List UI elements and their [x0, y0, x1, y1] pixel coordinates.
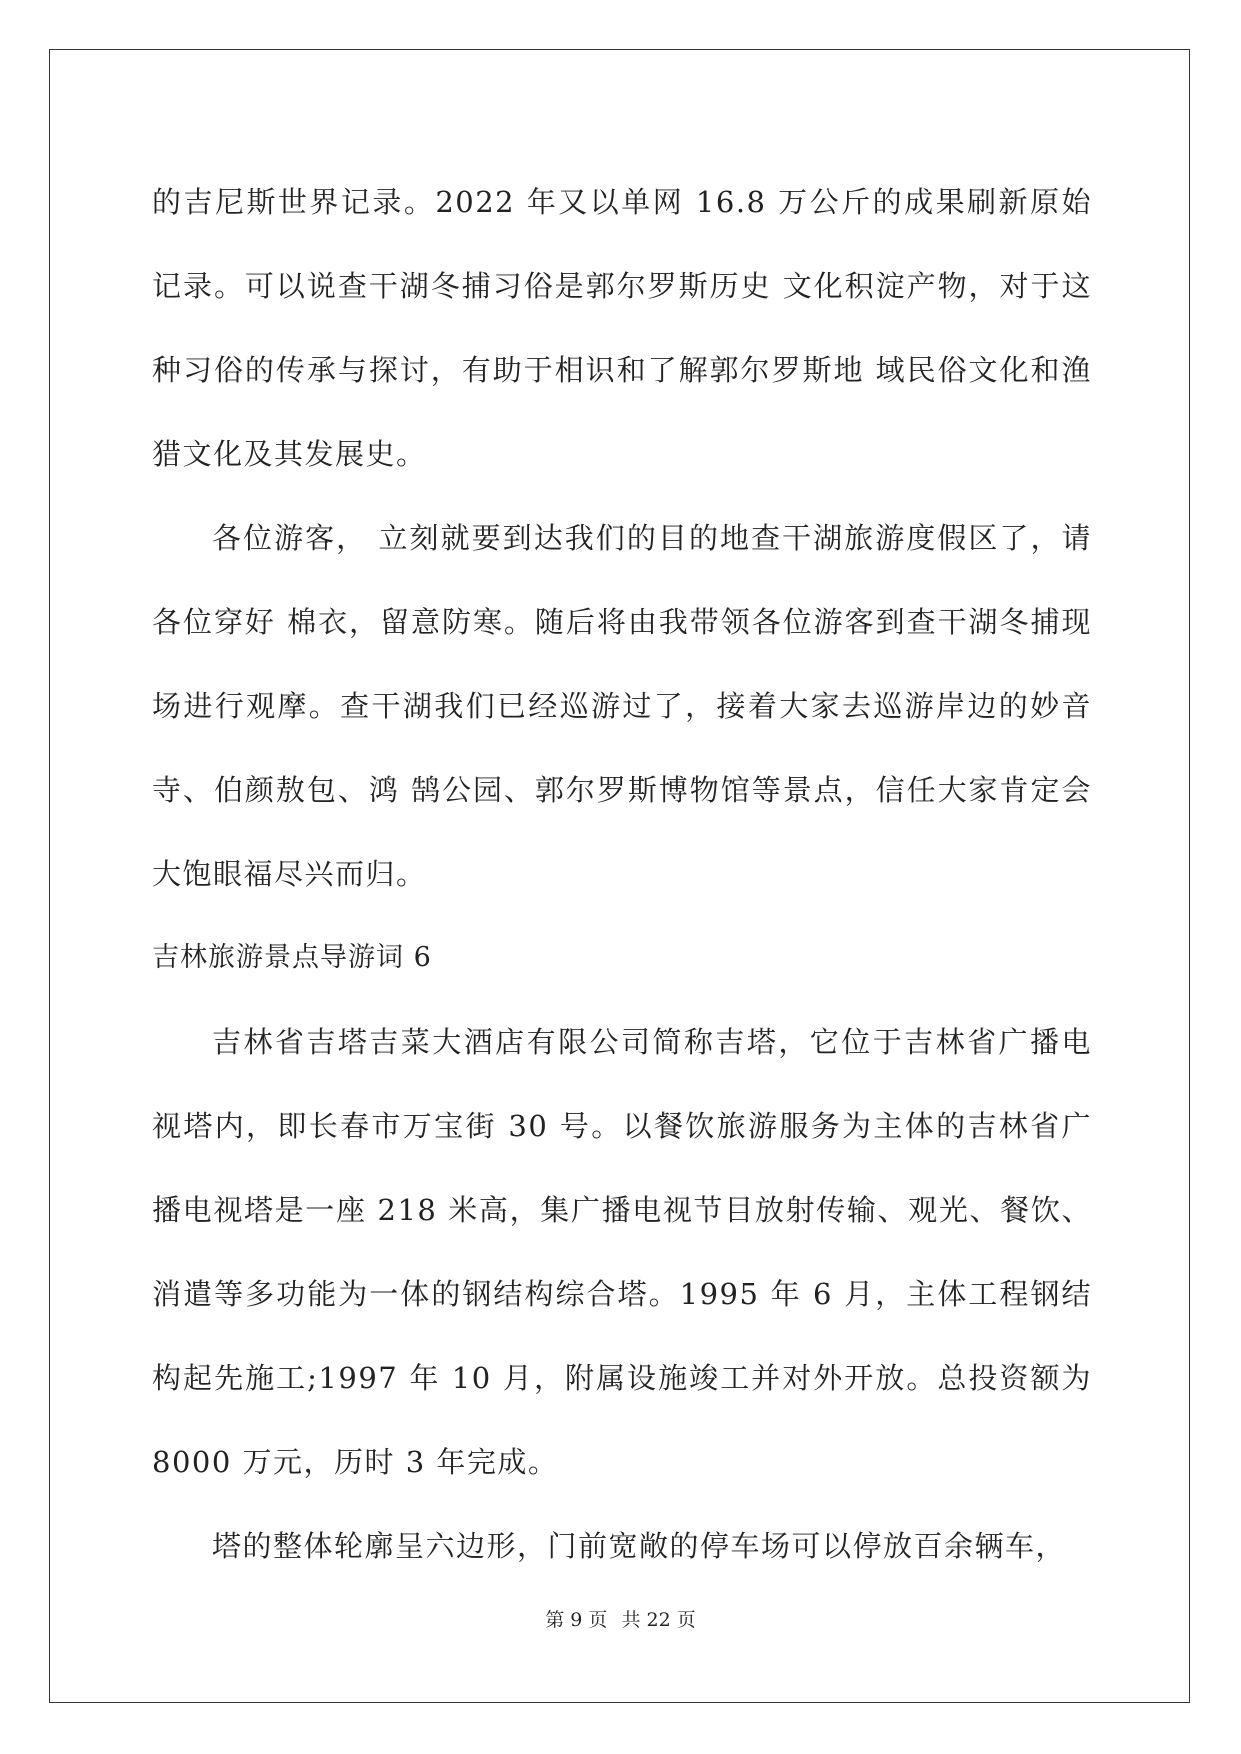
section-title: 吉林旅游景点导游词 6: [152, 942, 432, 973]
paragraph-tower-intro: 吉林省吉塔吉菜大酒店有限公司简称吉塔，它位于吉林省广播电视塔内，即长春市万宝街 30 号。以餐饮旅游服务为主体的吉林省广播电视塔是一座 218 米高，集广播电视节目放射传输、观光、餐饮、消遣等多功能为一体的钢结构综合塔。1995 年 6 月，主体工程钢结构起先施工;1997 年 10 月，附属设施竣工并对外开放。总投资额为 8000 万元，历时 3 年完成。: [152, 1025, 1092, 1479]
page-footer: [0, 1605, 1241, 1632]
page-number: 第 9 页: [545, 1609, 608, 1631]
paragraph-tourists: 各位游客， 立刻就要到达我们的目的地查干湖旅游度假区了，请各位穿好 棉衣，留意防寒。随后将由我带领各位游客到查干湖冬捕现场进行观摩。查干湖我们已经巡游过了，接着大家去巡游岸边的妙音寺、伯颜敖包、鸿 鹄公园、郭尔罗斯博物馆等景点，信任大家肯定会大饱眼福尽兴而归。: [152, 521, 1092, 891]
page-total: 共 22 页: [621, 1609, 696, 1631]
document-body: [152, 160, 1092, 1588]
paragraph-continuation: 的吉尼斯世界记录。2022 年又以单网 16.8 万公斤的成果刷新原始记录。可以说查干湖冬捕习俗是郭尔罗斯历史 文化积淀产物，对于这种习俗的传承与探讨，有助于相识和了解郭尔罗斯地 域民俗文化和渔猎文化及其发展史。: [152, 185, 1092, 471]
paragraph-tower-outline: 塔的整体轮廓呈六边形，门前宽敞的停车场可以停放百余辆车，: [212, 1529, 1067, 1563]
